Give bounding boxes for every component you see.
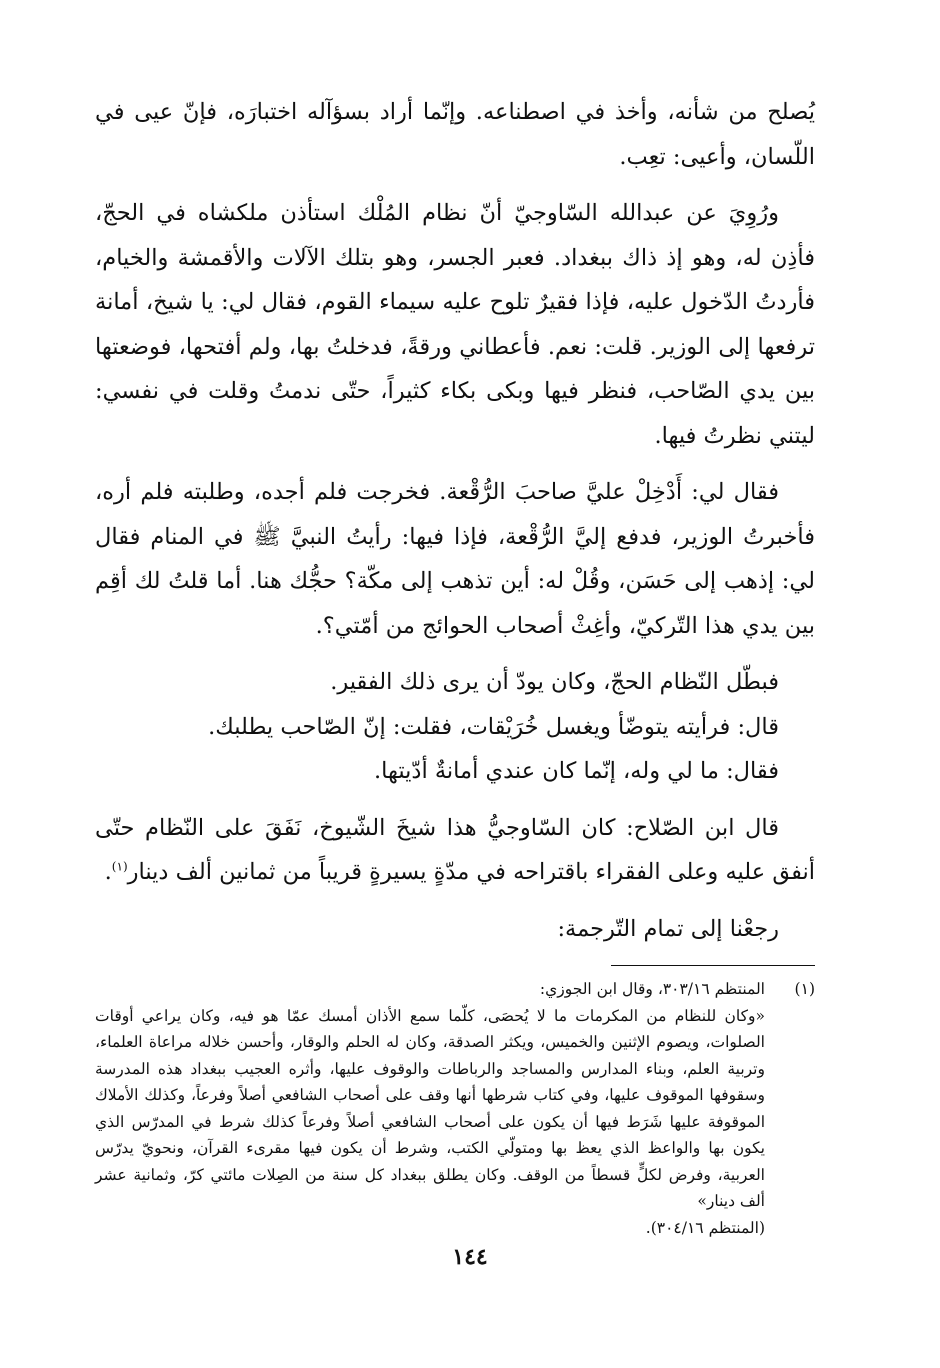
footnote-divider: [611, 965, 815, 966]
paragraph-7-text: قال ابن الصّلاح: كان السّاوجيُّ هذا شيخَ الشّيوخ، نَفَقَ على النّظام حتّى أنفق عليه وعلى الفقراء باقتراحه في مدّةٍ يسيرةٍ قريباً من ثمانين ألف دينار: [95, 814, 815, 885]
page-number: ١٤٤: [452, 1244, 488, 1270]
footnote-marker: (١): [794, 980, 815, 998]
page-content: [95, 90, 815, 1241]
footnote-source: المنتظم ٣٠٣/١٦، وقال ابن الجوزي:: [539, 980, 765, 998]
paragraph-6: فقال: ما لي وله، إنّما كان عندي أمانةٌ أدّيتها.: [374, 758, 779, 784]
paragraph-7: [95, 806, 815, 895]
paragraph-3: فقال لي: أَدْخِلْ عليَّ صاحبَ الرُّقْعة. فخرجت فلم أجده، وطلبته فلم أره، فأخبرتُ الوزير، فدفع إليَّ الرُّقْعة، فإذا فيها: رأيتُ النبيَّ ﷺ في المنام فقال لي: إذهب إلى حَسَن، وقُلْ له: أين تذهب إلى مكّة؟ حجُّك هنا. أما قلتُ لك أقِم بين يدي هذا التّركيّ، وأغِثْ أصحاب الحوائج من أمّتي؟.: [95, 479, 815, 639]
paragraph-7-end: .: [104, 859, 112, 885]
paragraph-8: رجعْنا إلى تمام التّرجمة:: [557, 915, 779, 942]
paragraph-2: ورُوِيَ عن عبدالله السّاوجيّ أنّ نظام المُلْك استأذن ملكشاه في الحجّ، فأذِن له، وهو إذ ذاك ببغداد. فعبر الجسر، وهو بتلك الآلات والأقمشة والخيام، فأردتُ الدّخول عليه، فإذا فقيرٌ تلوح عليه سيماء القوم، فقال لي: يا شيخ، أمانة ترفعها إلى الوزير. قلت: نعم. فأعطاني ورقةً، فدخلتُ بها، ولم أفتحها، فوضعتها بين يدي الصّاحب، فنظر فيها وبكى بكاء كثيراً، حتّى ندمتُ وقلت في نفسي: ليتني نظرتُ فيها.: [95, 200, 815, 449]
footnote-quote: «وكان للنظام من المكرمات ما لا يُحصَى، كلّما سمع الأذان أمسك عمّا هو فيه، وكان يراعي أوقات الصلوات، ويصوم الإثنين والخميس، ويكثر الصدقة، وكان له الحلم والوقار، وأحسن خلاله مراعاة العلماء، وتربية العلم، وبناء المدارس والمساجد والرباطات والوقوف عليها، وأثره العجيب ببغداد هذه المدرسة وسقوفها الموقوف عليها، وفي كتاب شرطها أنها وقف على أصحاب الشافعي أصلاً وفرعاً، وكذلك الأملاك الموقوفة عليها شَرَط فيها أن يكون على أصحاب الشافعي أصلاً وفرعاً كذلك شرط في المدرّس الذي يكون بها والواعظ الذي يعظ بها ومتولّي الكتب، وشرط أن يكون فيها مقرىء القرآن، ونحويّ يدرّس العربية، وفرض لكلٍّ قسطاً من الوقف. وكان يطلق ببغداد كل سنة من الصِلات مائتي كرّ، وثمانية عشر ألف دينار»: [95, 1006, 765, 1210]
main-text: [95, 90, 815, 951]
footnote: [95, 976, 815, 1241]
footnote-citation: (المنتظم ٣٠٤/١٦).: [645, 1218, 765, 1237]
paragraph-5: قال: فرأيته يتوضّأ ويغسل خُرَيْقات، فقلت: إنّ الصّاحب يطلبك.: [208, 713, 779, 740]
paragraph-4: فبطّل النّظام الحجّ، وكان يودّ أن يرى ذلك الفقير.: [330, 669, 779, 695]
paragraph-1: يُصلح من شأنه، وأخذ في اصطناعه. وإنّما أراد بسؤآله اختبارَه، فإنّ عيى في اللّسان، وأعيى: تعِب.: [95, 99, 815, 170]
footnote-body: [95, 976, 765, 1241]
dialogue-group: [95, 660, 815, 794]
footnote-reference[interactable]: (١): [111, 859, 128, 874]
